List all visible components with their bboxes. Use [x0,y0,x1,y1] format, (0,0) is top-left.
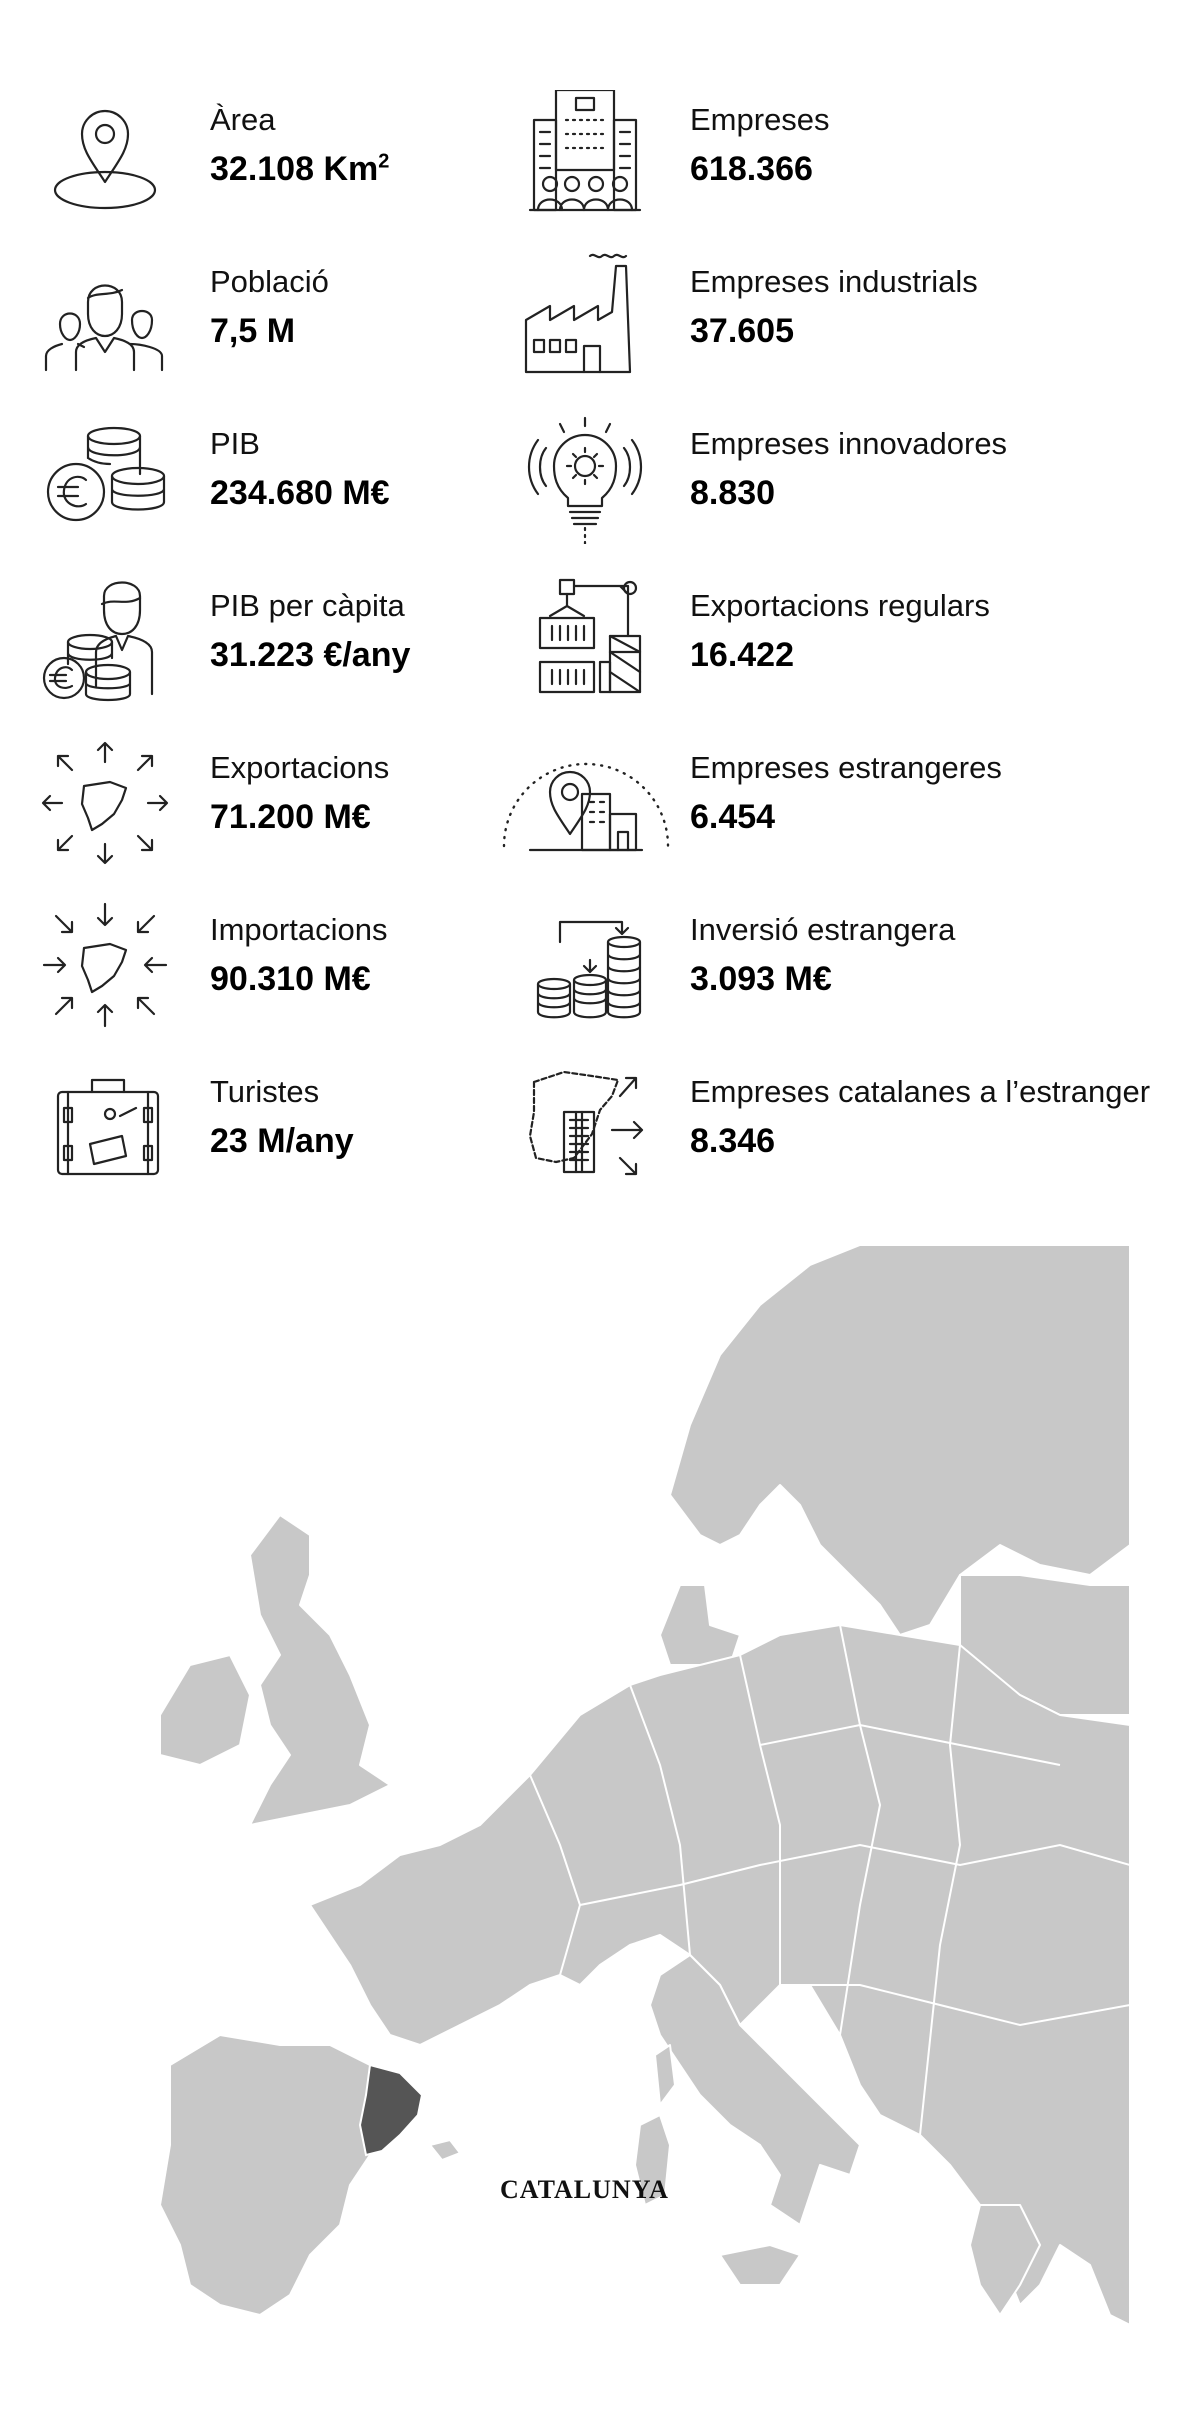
crane-containers-icon [520,576,650,706]
coin-stacks-icon [520,900,650,1030]
stat-industrial [520,252,1080,392]
stat-label: PIB per càpita [210,588,405,623]
map-label-catalunya: CATALUNYA [500,2175,669,2204]
stat-label: Empreses [690,102,830,137]
stat-label: Exportacions regulars [690,588,990,623]
stat-label: Importacions [210,912,388,947]
stat-value: 618.366 [690,150,813,188]
stat-label: Àrea [210,102,276,137]
stat-label: Turistes [210,1074,320,1109]
stat-value: 234.680 M€ [210,474,390,512]
stat-imports [40,900,600,1040]
stat-label: Exportacions [210,750,390,785]
stat-gdp [40,414,600,554]
stat-value: 16.422 [690,636,794,674]
stat-label: Empreses industrials [690,264,978,299]
stat-value: 3.093 M€ [690,960,832,998]
map-pin-icon [40,90,170,220]
stats-grid [0,0,1200,1200]
lightbulb-gear-icon [520,414,650,544]
map-corsica [655,2045,675,2105]
map-outward-arrows-icon [40,738,170,868]
map-scandinavia [670,1245,1130,1635]
stat-label: Població [210,264,329,299]
stat-label: Inversió estrangera [690,912,956,947]
stat-gdp-per-capita [40,576,600,716]
stat-value: 23 M/any [210,1122,354,1160]
stat-value: 8.830 [690,474,776,512]
stat-foreign-investment [520,900,1080,1040]
stat-foreign-companies [520,738,1080,878]
stat-value: 32.108 Km$^2$ [210,150,390,188]
map-great-britain [250,1515,390,1825]
pin-buildings-icon [520,738,650,868]
map-denmark [660,1585,740,1665]
stat-label: Empreses estrangeres [690,750,1002,785]
stat-area [40,90,600,230]
people-icon [40,252,170,382]
coins-euro-icon [40,414,170,544]
stat-label: Empreses innovadores [690,426,1008,461]
stat-value: 37.605 [690,312,794,350]
suitcase-icon [40,1062,170,1192]
stat-label: Empreses catalanes a l’estranger [690,1074,1151,1109]
stat-catalan-companies-abroad [520,1062,1151,1202]
stat-value: 7,5 M [210,312,296,350]
person-coins-icon [40,576,170,706]
map-balearics [430,2140,460,2160]
stat-value: 71.200 M€ [210,798,371,836]
stat-population [40,252,600,392]
stat-label: PIB [210,426,260,461]
map-sicily [720,2245,800,2285]
europe-map [160,1245,1130,2355]
building-people-icon [520,90,650,220]
map-ireland [160,1655,250,1765]
stat-exports [40,738,600,878]
stat-value: 8.346 [690,1122,776,1160]
stat-innovative [520,414,1080,554]
stat-regular-exports [520,576,1080,716]
stat-tourists [40,1062,600,1202]
map-inward-arrows-icon [40,900,170,1030]
iberia-building-arrows-icon [520,1062,650,1192]
stat-value: 31.223 €/any [210,636,411,674]
stat-companies [520,90,1080,230]
stat-value: 90.310 M€ [210,960,371,998]
factory-icon [520,252,650,382]
map-region-catalunya [360,2065,422,2155]
stat-value: 6.454 [690,798,776,836]
